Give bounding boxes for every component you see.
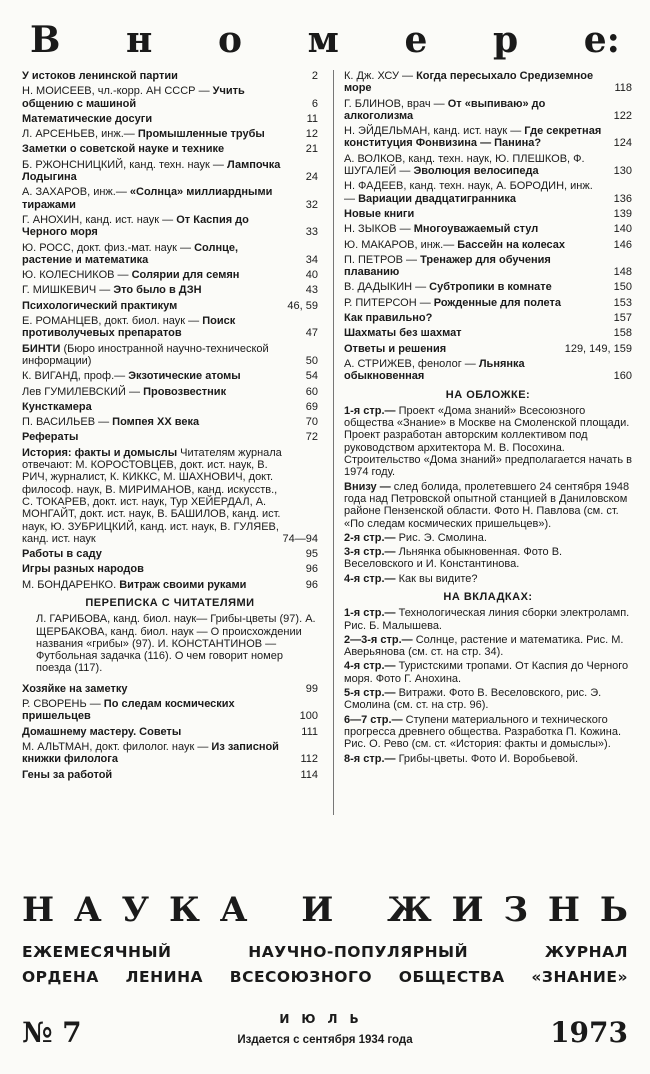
heading-letter: е bbox=[404, 19, 428, 61]
toc-title: Кунсткамера bbox=[22, 400, 92, 413]
toc-list-right bbox=[344, 70, 632, 383]
note-label: 3-я стр.— bbox=[344, 546, 399, 559]
toc-item bbox=[22, 284, 318, 296]
toc-item bbox=[344, 125, 632, 150]
toc-author: Лев ГУМИЛЕВСКИЙ — bbox=[22, 385, 144, 398]
toc-author: К. ВИГАНД, проф.— bbox=[22, 370, 129, 383]
toc-list-left-2 bbox=[22, 683, 318, 781]
subtitle-line-1 bbox=[22, 943, 628, 961]
note-label: 4-я стр.— bbox=[344, 572, 399, 585]
toc-item bbox=[22, 579, 318, 591]
correspondence-heading: ПЕРЕПИСКА С ЧИТАТЕЛЯМИ bbox=[85, 596, 255, 609]
inserts-heading: НА ВКЛАДКАХ: bbox=[443, 590, 533, 603]
toc-title: Рожденные для полета bbox=[433, 296, 562, 309]
toc-item bbox=[22, 563, 318, 575]
toc-author: Р. СВОРЕНЬ — bbox=[22, 698, 104, 711]
toc-title: История: факты и домыслы bbox=[22, 446, 178, 459]
title-letter: И bbox=[451, 890, 484, 930]
toc-author: Б. РЖОНСНИЦКИЙ, канд. техн. наук — bbox=[22, 158, 227, 171]
toc-item bbox=[344, 223, 632, 235]
note-text: Как вы видите? bbox=[398, 572, 478, 585]
toc-page: 157 bbox=[613, 312, 632, 325]
title-letter: А bbox=[219, 890, 248, 930]
toc-author: В. ДАДЫКИН — bbox=[344, 281, 430, 294]
toc-note: (Бюро иностранной научно-технической информации) bbox=[22, 342, 269, 367]
subtitle-word: ЖУРНАЛ bbox=[544, 943, 628, 961]
toc-page: 160 bbox=[613, 370, 632, 383]
toc-page: 11 bbox=[306, 112, 318, 125]
toc-item bbox=[344, 327, 632, 339]
toc-page: 122 bbox=[613, 109, 632, 122]
toc-title: Льнянка обыкновенная bbox=[344, 357, 525, 383]
toc-item bbox=[22, 769, 318, 781]
toc-author: А. ВОЛКОВ, канд. техн. наук, Ю. ПЛЕШКОВ, Ф. ШУГАЛЕЙ — bbox=[344, 152, 585, 178]
toc-author: П. ВАСИЛЬЕВ — bbox=[22, 416, 113, 429]
toc-item bbox=[22, 70, 318, 82]
toc-page: 118 bbox=[614, 82, 632, 95]
subtitle-line-2 bbox=[22, 968, 628, 986]
toc-title: Психологический практикум bbox=[22, 299, 178, 312]
toc-page: 96 bbox=[305, 578, 318, 591]
toc-item bbox=[22, 548, 318, 560]
toc-title: Математические досуги bbox=[22, 112, 153, 125]
toc-page: 124 bbox=[613, 137, 632, 150]
toc-title: Вариации двадцатигранника bbox=[358, 192, 517, 205]
toc-page: 158 bbox=[613, 327, 632, 340]
toc-item bbox=[22, 143, 318, 155]
toc-page: 130 bbox=[613, 165, 632, 178]
toc-page: 32 bbox=[305, 198, 318, 211]
note-text: Ступени материального и технического прогресса древнего общества. Разработка П. Кожина. Рис. О. Рево (см. ст. «История: факты и домыслы»). bbox=[344, 713, 622, 751]
toc-title: Тренажер для обучения плаванию bbox=[344, 253, 551, 279]
note-item bbox=[344, 573, 632, 585]
toc-item bbox=[22, 447, 318, 545]
toc-item bbox=[344, 358, 632, 383]
note-text: Витражи. Фото В. Веселовского, рис. Э. Смолина (см. ст. на стр. 96). bbox=[344, 687, 602, 712]
toc-title: Гены за работой bbox=[22, 768, 113, 781]
toc-page: 99 bbox=[305, 682, 318, 695]
note-item bbox=[344, 546, 632, 571]
note-label: 2—3-я стр.— bbox=[344, 633, 416, 646]
note-item bbox=[344, 532, 632, 544]
title-letter: Н bbox=[547, 890, 581, 930]
toc-title: Игры разных народов bbox=[22, 563, 144, 576]
toc-author: Г. МИШКЕВИЧ — bbox=[22, 284, 114, 297]
toc-page: 148 bbox=[613, 266, 632, 279]
toc-item bbox=[22, 386, 318, 398]
toc-item bbox=[344, 208, 632, 220]
toc-item bbox=[22, 159, 318, 184]
toc-title: Хозяйке на заметку bbox=[22, 682, 128, 695]
note-item bbox=[344, 405, 632, 479]
toc-title: У истоков ленинской партии bbox=[22, 70, 178, 82]
toc-item bbox=[344, 343, 632, 355]
note-label: 8-я стр.— bbox=[344, 752, 399, 765]
toc-page: 112 bbox=[300, 753, 318, 766]
toc-title: Где секретная конституция Фонвизина — Панина? bbox=[344, 125, 602, 150]
heading-letter: м bbox=[307, 19, 339, 61]
toc-item bbox=[22, 186, 318, 211]
toc-item bbox=[22, 370, 318, 382]
toc-author: К. Дж. ХСУ — bbox=[344, 70, 417, 82]
toc-page: 95 bbox=[305, 548, 318, 561]
note-text: Проект «Дома знаний» Всесоюзного общества «Знание» в Москве на Смоленской площади. Проект разработан авторским коллективом под руководством архитектора М. В. Посохина. Строительство «Дома знаний» предполагается начать в 1974 году. bbox=[344, 404, 632, 479]
subtitle-word: ВСЕСОЮЗНОГО bbox=[229, 968, 373, 986]
toc-title: От «выпиваю» до алкоголизма bbox=[344, 97, 546, 122]
toc-note: Читателям журнала отвечают: М. КОРОСТОВЦЕВ, докт. ист. наук, В. РИЧ, журналист, К. КИККС, М. ШАХНОВИЧ, докт. философ. наук, В. МИРИМАНОВ, канд. искусств., С. ТОКАРЕВ, докт. ист. наук, Тур ХЕЙЕРДАЛ, А. МОНГАЙТ, докт. ист. наук, В. БАШИЛОВ, канд. ист. наук, Ю. ЗУБРИЦКИЙ, канд. ист. наук, В. ГУЛЯЕВ, канд. ист. наук bbox=[22, 446, 282, 545]
title-space bbox=[267, 890, 281, 930]
toc-page: 12 bbox=[305, 128, 318, 141]
toc-author: Ю. МАКАРОВ, инж.— bbox=[344, 238, 458, 251]
left-column bbox=[22, 70, 318, 784]
toc-title: Субтропики в комнате bbox=[429, 281, 552, 294]
note-label: 1-я стр.— bbox=[344, 607, 399, 620]
toc-item bbox=[22, 113, 318, 125]
toc-item bbox=[22, 214, 318, 239]
toc-item bbox=[344, 312, 632, 324]
toc-item bbox=[344, 70, 632, 95]
toc-item bbox=[22, 85, 318, 110]
toc-author: Е. РОМАНЦЕВ, докт. биол. наук — bbox=[22, 315, 203, 328]
toc-title: Поиск противолучевых препаратов bbox=[22, 315, 236, 340]
toc-title: Домашнему мастеру. Советы bbox=[22, 725, 182, 738]
insert-notes bbox=[344, 607, 632, 765]
toc-item bbox=[22, 416, 318, 428]
toc-author: Л. АРСЕНЬЕВ, инж.— bbox=[22, 128, 138, 141]
toc-author: Н. ФАДЕЕВ, канд. техн. наук, А. БОРОДИН, инж.— bbox=[344, 180, 593, 205]
title-letter: Н bbox=[22, 890, 55, 930]
toc-title: Как правильно? bbox=[344, 312, 433, 325]
toc-page: 146 bbox=[613, 238, 632, 251]
toc-title: Учить общению с машиной bbox=[22, 85, 245, 110]
toc-page: 21 bbox=[305, 143, 318, 156]
toc-item bbox=[344, 297, 632, 309]
toc-item bbox=[22, 698, 318, 723]
toc-title: Лампочка Лодыгина bbox=[22, 158, 281, 184]
toc-item bbox=[22, 269, 318, 281]
subtitle-word: НАУЧНО-ПОПУЛЯРНЫЙ bbox=[248, 943, 469, 961]
note-item bbox=[344, 660, 632, 685]
toc-page: 140 bbox=[613, 223, 632, 236]
toc-page: 2 bbox=[311, 70, 318, 82]
toc-page: 50 bbox=[305, 354, 318, 367]
toc-page: 96 bbox=[305, 563, 318, 576]
note-label: 1-я стр.— bbox=[344, 404, 399, 417]
toc-title: Витраж своими руками bbox=[119, 578, 247, 591]
title-letter: И bbox=[301, 890, 334, 930]
toc-item bbox=[22, 683, 318, 695]
toc-title: БИНТИ bbox=[22, 342, 61, 355]
issue-footer bbox=[22, 1010, 628, 1058]
heading-letter: В bbox=[30, 19, 61, 61]
issue-year: 1973 bbox=[550, 1016, 628, 1049]
toc-title: Работы в саду bbox=[22, 548, 102, 561]
toc-page: 100 bbox=[299, 710, 318, 723]
correspondence-text: Л. ГАРИБОВА, канд. биол. наук— Грибы-цветы (97). А. ЩЕРБАКОВА, канд. биол. наук — О происхождении названия «грибы» (97). И. КОНСТАНТИНОВ — Футбольная задачка (116). О чем говорит номер поезда (117). bbox=[36, 613, 316, 675]
note-text: Солнце, растение и математика. Рис. М. Аверьянова (см. ст. на стр. 34). bbox=[344, 633, 624, 659]
toc-title: Бассейн на колесах bbox=[457, 238, 566, 251]
toc-page: 43 bbox=[305, 284, 318, 297]
note-item bbox=[344, 753, 632, 765]
toc-item bbox=[22, 401, 318, 413]
toc-title: Заметки о советской науке и технике bbox=[22, 143, 225, 156]
toc-title: Шахматы без шахмат bbox=[344, 327, 462, 340]
toc-author: Р. ПИТЕРСОН — bbox=[344, 296, 434, 309]
toc-item bbox=[22, 242, 318, 267]
toc-item bbox=[344, 239, 632, 251]
toc-author: Н. ЭЙДЕЛЬМАН, канд. ист. наук — bbox=[344, 125, 525, 138]
title-letter: Ж bbox=[387, 890, 432, 930]
toc-title: Солнце, растение и математика bbox=[22, 241, 239, 266]
note-item bbox=[344, 481, 632, 530]
toc-item bbox=[344, 254, 632, 279]
title-letter: З bbox=[503, 890, 529, 930]
column-divider bbox=[333, 70, 334, 815]
title-space bbox=[353, 890, 367, 930]
note-item bbox=[344, 634, 632, 659]
toc-title: Это было в ДЗН bbox=[113, 284, 202, 297]
magazine-title bbox=[22, 890, 628, 930]
contents-heading bbox=[30, 18, 620, 62]
subtitle-word: «ЗНАНИЕ» bbox=[531, 968, 628, 986]
issue-month: ИЮЛЬ bbox=[279, 1012, 371, 1026]
toc-title: От Каспия до Черного моря bbox=[22, 213, 249, 239]
note-item bbox=[344, 714, 632, 751]
toc-list-left bbox=[22, 70, 318, 591]
note-text: Грибы-цветы. Фото И. Воробьевой. bbox=[398, 752, 579, 765]
toc-page: 114 bbox=[300, 768, 318, 781]
title-letter: Ь bbox=[599, 890, 628, 930]
toc-item bbox=[344, 281, 632, 293]
note-label: 6—7 стр.— bbox=[344, 713, 406, 726]
subtitle-word: ОБЩЕСТВА bbox=[398, 968, 505, 986]
title-letter: К bbox=[169, 890, 200, 930]
toc-author: П. ПЕТРОВ — bbox=[344, 253, 421, 266]
toc-title: Солярии для семян bbox=[131, 269, 240, 282]
note-text: Рис. Э. Смолина. bbox=[398, 531, 487, 544]
note-item bbox=[344, 687, 632, 712]
toc-page: 54 bbox=[305, 370, 318, 383]
toc-item bbox=[22, 726, 318, 738]
published-since: Издается с сентября 1934 года bbox=[237, 1034, 413, 1046]
toc-item bbox=[344, 180, 632, 205]
heading-letter: н bbox=[126, 19, 153, 61]
toc-title: Провозвестник bbox=[143, 385, 227, 398]
toc-title: По следам космических пришельцев bbox=[22, 698, 235, 723]
toc-page: 46, 59 bbox=[287, 299, 318, 312]
subtitle-word: ЕЖЕМЕСЯЧНЫЙ bbox=[22, 943, 172, 961]
cover-heading: НА ОБЛОЖКЕ: bbox=[445, 388, 531, 401]
toc-item bbox=[22, 741, 318, 766]
toc-title: Рефераты bbox=[22, 431, 79, 444]
contents-columns bbox=[22, 70, 632, 878]
toc-item bbox=[22, 343, 318, 368]
toc-page: 40 bbox=[305, 269, 318, 282]
note-label: 4-я стр.— bbox=[344, 660, 399, 673]
toc-page: 33 bbox=[305, 226, 318, 239]
heading-letter: о bbox=[217, 19, 242, 61]
note-label: 5-я стр.— bbox=[344, 687, 399, 700]
toc-page: 6 bbox=[311, 97, 318, 110]
toc-page: 72 bbox=[305, 431, 318, 444]
toc-author: Н. МОИСЕЕВ, чл.-корр. АН СССР — bbox=[22, 85, 213, 98]
toc-page: 136 bbox=[613, 192, 632, 205]
toc-page: 139 bbox=[613, 207, 632, 220]
toc-author: Г. АНОХИН, канд. ист. наук — bbox=[22, 213, 177, 226]
subtitle-word: ЛЕНИНА bbox=[125, 968, 204, 986]
note-item bbox=[344, 607, 632, 632]
toc-title: Промышленные трубы bbox=[137, 128, 265, 141]
subtitle-word: ОРДЕНА bbox=[22, 968, 99, 986]
title-letter: А bbox=[73, 890, 102, 930]
toc-title: Эволюция велосипеда bbox=[413, 165, 539, 178]
toc-title: Многоуважаемый стул bbox=[413, 223, 539, 236]
right-column bbox=[344, 70, 632, 767]
toc-title: Из записной книжки филолога bbox=[22, 740, 279, 766]
toc-title: Помпея XX века bbox=[112, 416, 200, 429]
toc-item bbox=[22, 128, 318, 140]
toc-page: 111 bbox=[301, 725, 318, 738]
toc-author: А. ЗАХАРОВ, инж.— bbox=[22, 186, 130, 199]
toc-page: 60 bbox=[305, 385, 318, 398]
toc-title: Когда пересыхало Средиземное море bbox=[344, 70, 594, 95]
note-label: Внизу — bbox=[344, 480, 394, 493]
toc-page: 153 bbox=[613, 296, 632, 309]
toc-author: А. СТРИЖЕВ, фенолог — bbox=[344, 357, 479, 370]
note-label: 2-я стр.— bbox=[344, 531, 399, 544]
toc-item bbox=[344, 153, 632, 178]
note-text: Льнянка обыкновенная. Фото В. Веселовского и И. Константинова. bbox=[344, 546, 563, 571]
toc-page: 70 bbox=[305, 416, 318, 429]
toc-author: Н. ЗЫКОВ — bbox=[344, 223, 414, 236]
heading-letter: е: bbox=[583, 19, 620, 61]
issue-number: № 7 bbox=[22, 1016, 82, 1049]
toc-author: Ю. КОЛЕСНИКОВ — bbox=[22, 269, 132, 282]
title-letter: У bbox=[121, 890, 150, 930]
toc-item bbox=[22, 300, 318, 312]
heading-letter: р bbox=[492, 19, 519, 61]
toc-author: М. АЛЬТМАН, докт. филолог. наук — bbox=[22, 740, 212, 753]
toc-item bbox=[22, 431, 318, 443]
toc-title: Ответы и решения bbox=[344, 342, 447, 355]
toc-author: Г. БЛИНОВ, врач — bbox=[344, 97, 448, 110]
toc-title: «Солнца» миллиардными тиражами bbox=[22, 186, 273, 211]
toc-page: 69 bbox=[305, 400, 318, 413]
toc-page: 150 bbox=[613, 281, 632, 294]
toc-title: Экзотические атомы bbox=[128, 370, 241, 383]
toc-page: 74—94 bbox=[282, 532, 318, 545]
cover-notes bbox=[344, 405, 632, 585]
toc-title: Новые книги bbox=[344, 207, 415, 220]
toc-author: Ю. РОСС, докт. физ.-мат. наук — bbox=[22, 241, 195, 254]
toc-page: 129, 149, 159 bbox=[564, 342, 632, 355]
note-text: след болида, пролетевшего 24 сентября 1948 года над Петровской опытной станцией в Даниловском районе Пензенской области. Фото Н. Павлова (см. ст. «По следам космических пришельцев»). bbox=[344, 480, 630, 530]
toc-item bbox=[22, 315, 318, 340]
toc-item bbox=[344, 98, 632, 123]
toc-author: М. БОНДАРЕНКО. bbox=[22, 578, 120, 591]
note-text: Технологическая линия сборки электроламп. Рис. Б. Малышева. bbox=[344, 607, 630, 632]
note-text: Туристскими тропами. От Каспия до Черного моря. Фото Г. Анохина. bbox=[344, 660, 629, 685]
toc-page: 24 bbox=[305, 171, 318, 184]
toc-page: 47 bbox=[305, 327, 318, 340]
toc-page: 34 bbox=[305, 253, 318, 266]
